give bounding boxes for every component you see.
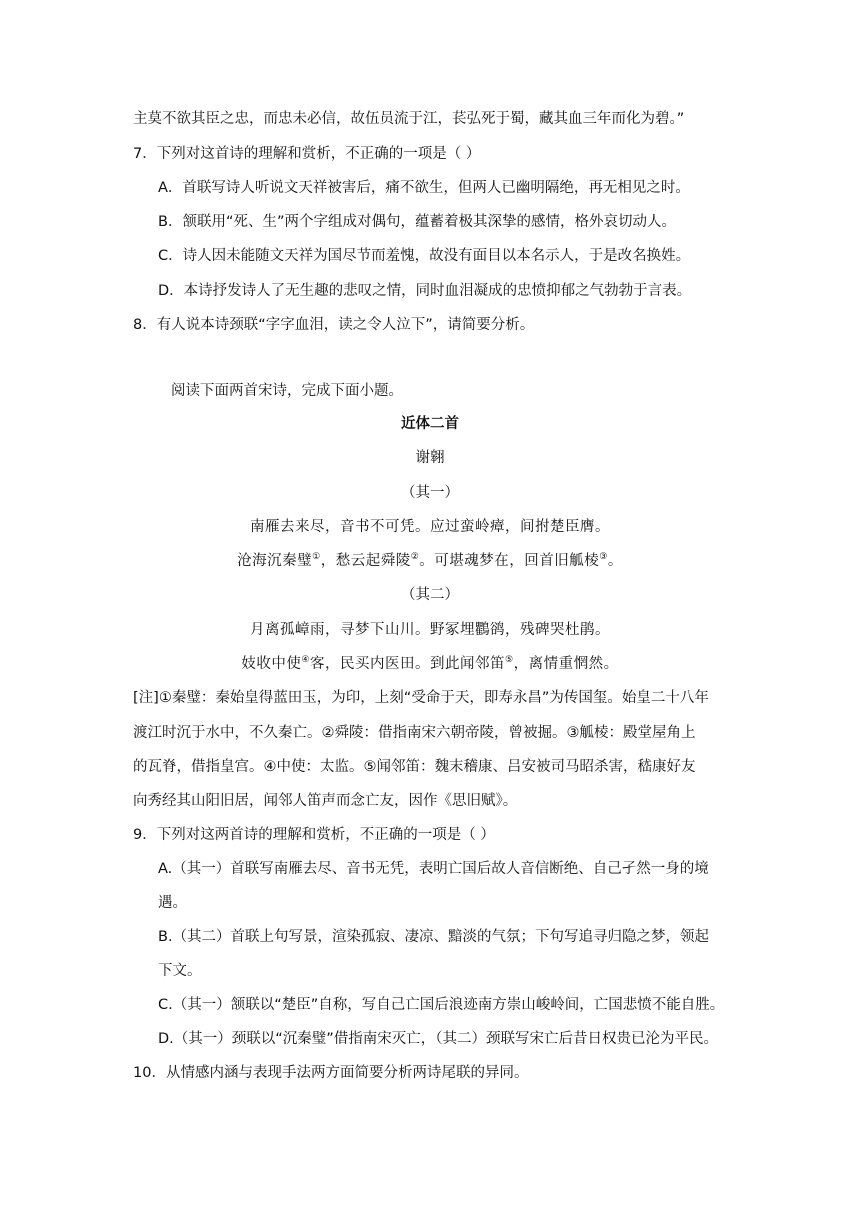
question-9-option-a-cont: 遇。	[158, 895, 187, 911]
reading-intro: 阅读下面两首宋诗，完成下面小题。	[171, 383, 403, 399]
poem-text: 客，民买内医田。到此闻邻笛	[310, 656, 505, 672]
question-9-stem: 9．下列对这两首诗的理解和赏析，不正确的一项是（ ）	[133, 827, 495, 843]
question-7-option-a: A．首联写诗人听说文天祥被害后，痛不欲生，但两人已幽明隔绝，再无相见之时。	[158, 180, 690, 196]
question-9-option-b: B.（其二）首联上句写景，渲染孤寂、凄凉、黯淡的气氛；下句写追寻归隐之梦，领起	[158, 929, 710, 945]
question-10: 10．从情感内涵与表现手法两方面简要分析两诗尾联的异同。	[133, 1065, 529, 1081]
question-7-option-d: D．本诗抒发诗人了无生趣的悲叹之情，同时血泪凝成的忠愤抑郁之气勃勃于言表。	[158, 283, 692, 299]
poem-part-2-line-2	[0, 653, 860, 675]
notes-line-3: 的瓦脊，借指皇宫。④中使：太监。⑤闻邻笛：魏末稽康、吕安被司马昭杀害，嵇康好友	[133, 759, 696, 775]
poem-text: ，离情重惘然。	[513, 656, 619, 672]
poem-text: ，愁云起舜陵	[320, 553, 411, 569]
notes-line-1: [注]①秦璧：秦始皇得蓝田玉，为印，上刻“受命于天，即寿永昌”为传国玺。始皇二十八年	[133, 690, 709, 706]
poem-text: 妓收中使	[241, 656, 302, 672]
poem-text: 。可堪魂梦在，回首旧觚棱	[419, 553, 600, 569]
poem-part-2-line-1: 月离孤嶂雨，寻梦下山川。野冢埋鸜鹆，残碑哭杜鹃。	[250, 622, 610, 638]
footnote-marker-4: ④	[301, 655, 310, 666]
footnote-marker-2: ②	[410, 552, 420, 563]
question-9-option-a: A.（其一）首联写南雁去尽、音书无凭，表明亡国后故人音信断绝、自己孑然一身的境	[158, 861, 709, 877]
poem-text: 。	[607, 553, 623, 569]
question-9-option-c: C.（其一）颔联以“楚臣”自称，写自己亡国后浪迹南方崇山峻岭间，亡国悲愤不能自胜。	[158, 997, 725, 1013]
poem-part-2-label: （其二）	[401, 587, 459, 603]
poem-part-1-line-2	[0, 550, 860, 572]
poem-title: 近体二首	[401, 416, 459, 432]
question-7-option-b: B．颔联用“死、生”两个字组成对偶句，蕴蓄着极其深挚的感情，格外哀切动人。	[158, 214, 676, 230]
footnote-marker-3: ③	[599, 552, 608, 563]
question-7-stem: 7．下列对这首诗的理解和赏析，不正确的一项是（ ）	[133, 146, 481, 162]
poem-author: 谢翱	[415, 450, 445, 466]
notes-line-2: 渡江时沉于水中，不久秦亡。②舜陵：借指南宋六朝帝陵，曾被掘。③觚棱：殿堂屋角上	[133, 725, 696, 741]
notes-line-4: 向秀经其山阳旧居，闻邻人笛声而念亡友，因作《思旧赋》。	[133, 793, 518, 809]
question-9-option-d: D.（其一）颈联以“沉秦璧”借指南宋灭亡，（其二）颈联写宋亡后昔日权贵已沦为平民。	[158, 1031, 719, 1047]
footnote-marker-1: ①	[312, 552, 321, 563]
question-9-option-b-cont: 下文。	[158, 963, 202, 979]
footnote-marker-5: ⑤	[505, 655, 514, 666]
poem-part-1-label: （其一）	[401, 485, 459, 501]
question-7-option-c: C．诗人因未能随文天祥为国尽节而羞愧，故没有面目以本名示人，于是改名换姓。	[158, 248, 691, 264]
poem-part-1-line-1: 南雁去来尽，音书不可凭。应过蛮岭瘴，间拊楚臣膺。	[250, 519, 610, 535]
intro-quote-line: 主莫不欲其臣之忠，而忠未必信，故伍员流于江，苌弘死于蜀，藏其血三年而化为碧。”	[133, 111, 685, 127]
poem-text: 沧海沉秦璧	[237, 553, 313, 569]
question-8: 8．有人说本诗颈联“字字血泪，读之令人泣下”，请简要分析。	[133, 317, 535, 333]
